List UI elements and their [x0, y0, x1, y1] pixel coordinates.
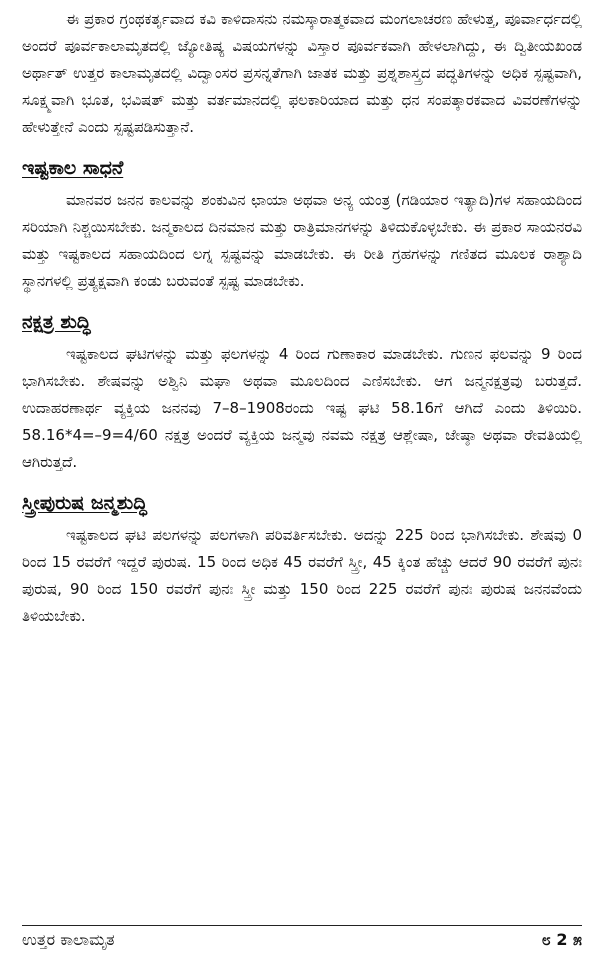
footer-divider [22, 925, 582, 926]
page-footer [22, 930, 582, 950]
section-heading-nakshatra: ನಕ್ಷತ್ರ ಶುದ್ಧಿ [22, 311, 91, 333]
section-body-ishtakala: ಮಾನವರ ಜನನ ಕಾಲವನ್ನು ಶಂಕುವಿನ ಛಾಯಾ ಅಥವಾ ಅನ್ಯ ಯಂತ್ರ (ಗಡಿಯಾರ ಇತ್ಯಾದಿ)ಗಳ ಸಹಾಯದಿಂದ ಸರಿಯಾಗಿ ನಿಶ್ಚಯಿಸಬೇಕು. ಜನ್ಮಕಾಲದ ದಿನಮಾನ ಮತ್ತು ರಾತ್ರಿಮಾನಗಳನ್ನು ತಿಳಿದುಕೊಳ್ಳಬೇಕು. ಈ ಪ್ರಕಾರ ಸಾಯನರವಿ ಮತ್ತು ಇಷ್ಟಕಾಲದ ಸಹಾಯದಿಂದ ಲಗ್ನ ಸ್ಪಷ್ಟವನ್ನು ಮಾಡಬೇಕು. ಈ ರೀತಿ ಗ್ರಹಗಳನ್ನು ಗಣಿತದ ಮೂಲಕ ರಾಶ್ಯಾದಿ ಸ್ಥಾನಗಳಲ್ಲಿ ಪ್ರತ್ಯಕ್ಷವಾಗಿ ಕಂಡು ಬರುವಂತೆ ಸ್ಪಷ್ಟ ಮಾಡಬೇಕು. [22, 191, 582, 290]
intro-paragraph: ಈ ಪ್ರಕಾರ ಗ್ರಂಥಕರ್ತೃವಾದ ಕವಿ ಕಾಳಿದಾಸನು ನಮಸ್ಕಾರಾತ್ಮಕವಾದ ಮಂಗಲಾಚರಣ ಹೇಳುತ್ತ, ಪೂರ್ವಾರ್ಧದಲ್ಲಿ ಅಂದರೆ ಪೂರ್ವಕಾಲಾಮೃತದಲ್ಲಿ ಜ್ಯೋತಿಷ್ಯ ವಿಷಯಗಳನ್ನು ವಿಸ್ತಾರ ಪೂರ್ವಕವಾಗಿ ಹೇಳಲಾಗಿದ್ದು, ಈ ದ್ವಿತೀಯಖಂಡ ಅರ್ಥಾತ್ ಉತ್ತರ ಕಾಲಾಮೃತದಲ್ಲಿ ವಿದ್ವಾಂಸರ ಪ್ರಸನ್ನತೆಗಾಗಿ ಜಾತಕ ಮತ್ತು ಪ್ರಶ್ನಶಾಸ್ತ್ರದ ಪದ್ಧತಿಗಳನ್ನು ಅಧಿಕ ಸ್ಪಷ್ಟವಾಗಿ, ಸೂಕ್ಷ್ಮವಾಗಿ ಭೂತ, ಭವಿಷತ್ ಮತ್ತು ವರ್ತಮಾನದಲ್ಲಿ ಫಲಕಾರಿಯಾದ ಮತ್ತು ಧನ ಸಂಪತ್ಕಾರಕವಾದ ವಿವರಣೆಗಳನ್ನು ಹೇಳುತ್ತೇನೆ ಎಂದು ಸ್ಪಷ್ಟಪಡಿಸುತ್ತಾನೆ. [22, 10, 582, 136]
running-title: ಉತ್ತರ ಕಾಲಾಮೃತ [22, 930, 115, 949]
section-heading-streepurusha: ಸ್ತ್ರೀಪುರುಷ ಜನ್ಮಶುದ್ಧಿ [22, 492, 148, 514]
section-body-nakshatra: ಇಷ್ಟಕಾಲದ ಘಟಿಗಳನ್ನು ಮತ್ತು ಫಲಗಳನ್ನು 4 ರಿಂದ ಗುಣಾಕಾರ ಮಾಡಬೇಕು. ಗುಣನ ಫಲವನ್ನು 9 ರಿಂದ ಭಾಗಿಸಬೇಕು. ಶೇಷವನ್ನು ಅಶ್ವಿನಿ ಮಘಾ ಅಥವಾ ಮೂಲದಿಂದ ಎಣಿಸಬೇಕು. ಆಗ ಜನ್ಮನಕ್ಷತ್ರವು ಬರುತ್ತದೆ. ಉದಾಹರಣಾರ್ಥ ವ್ಯಕ್ತಿಯ ಜನನವು 7–8–1908ರಂದು ಇಷ್ಟ ಘಟಿ 58.16ಗೆ ಆಗಿದೆ ಎಂದು ತಿಳಿಯಿರಿ. 58.16*4=–9=4/60 ನಕ್ಷತ್ರ ಅಂದರೆ ವ್ಯಕ್ತಿಯ ಜನ್ಮವು ನವಮ ನಕ್ಷತ್ರ ಆಶ್ಲೇಷಾ, ಜೇಷ್ಠಾ ಅಥವಾ ರೇವತಿಯಲ್ಲಿ ಆಗಿರುತ್ತದೆ. [22, 345, 582, 471]
page-number: ೮ 2 ೫ [541, 930, 582, 949]
page-content [22, 6, 582, 630]
section-heading-ishtakala: ಇಷ್ಟಕಾಲ ಸಾಧನೆ [22, 157, 124, 179]
section-body-streepurusha: ಇಷ್ಟಕಾಲದ ಘಟಿ ಪಲಗಳನ್ನು ಪಲಗಳಾಗಿ ಪರಿವರ್ತಿಸಬೇಕು. ಅದನ್ನು 225 ರಿಂದ ಭಾಗಿಸಬೇಕು. ಶೇಷವು 0 ರಿಂದ 15 ರವರೆಗೆ ಇದ್ದರೆ ಪುರುಷ. 15 ರಿಂದ ಅಧಿಕ 45 ರವರೆಗೆ ಸ್ತ್ರೀ, 45 ಕ್ಕಿಂತ ಹೆಚ್ಚು ಆದರೆ 90 ರವರೆಗೆ ಪುನಃ ಪುರುಷ, 90 ರಿಂದ 150 ರವರೆಗೆ ಪುನಃ ಸ್ತ್ರೀ ಮತ್ತು 150 ರಿಂದ 225 ರವರೆಗೆ ಪುನಃ ಪುರುಷ ಜನನವೆಂದು ತಿಳಿಯಬೇಕು. [22, 526, 582, 625]
